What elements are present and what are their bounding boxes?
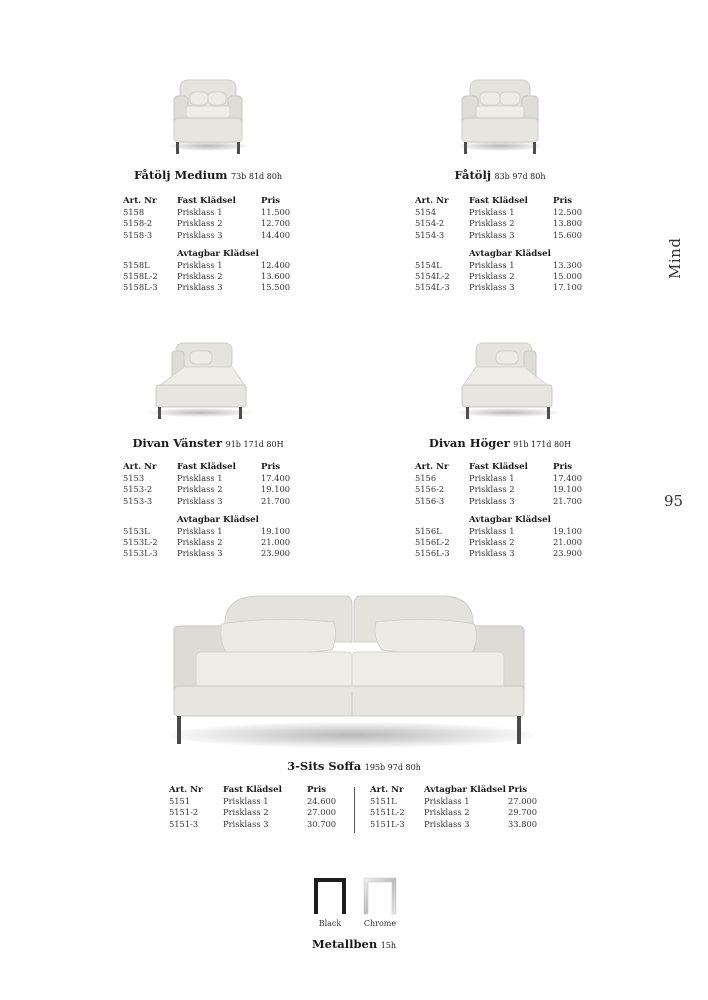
cell-pris: 27.000 (508, 796, 538, 807)
cell-klass: Prisklass 2 (469, 484, 515, 495)
table-header-row (123, 462, 305, 473)
cell-klass: Prisklass 3 (469, 495, 515, 506)
cell-art: 5156 (415, 473, 437, 484)
table-subheader-row (123, 507, 305, 526)
table-row (123, 260, 305, 271)
cell-pris: 19.100 (261, 526, 291, 537)
cell-pris: 23.900 (261, 548, 291, 559)
cell-art: 5154-2 (415, 218, 445, 229)
cell-pris: 30.700 (307, 818, 337, 829)
table-row (123, 218, 305, 229)
cell-art: 5158L (123, 260, 150, 271)
cell-art: 5154L-3 (415, 282, 450, 293)
legs-dims: 15h (380, 941, 397, 950)
legs-caption (0, 937, 708, 951)
cell-pris: 17.400 (261, 473, 291, 484)
cell-pris: 17.100 (553, 282, 583, 293)
header-art-nr: Art. Nr (123, 196, 157, 206)
table-header-row (169, 785, 351, 796)
price-table-avtagbar (370, 785, 552, 830)
table-row (123, 484, 305, 495)
header-avtagbar-kladsel: Avtagbar Klädsel (177, 514, 259, 525)
table-row (415, 218, 597, 229)
table-row (415, 526, 597, 537)
cell-art: 5158L-2 (123, 271, 158, 282)
cell-pris: 29.700 (508, 807, 538, 818)
cell-klass: Prisklass 1 (469, 207, 515, 218)
cell-pris: 27.000 (307, 807, 337, 818)
cell-art: 5156L-3 (415, 548, 450, 559)
cell-pris: 19.100 (261, 484, 291, 495)
cell-pris: 15.000 (553, 271, 583, 282)
cell-pris: 13.300 (553, 260, 583, 271)
cell-pris: 24.600 (307, 796, 337, 807)
cell-pris: 12.400 (261, 260, 291, 271)
cell-pris: 21.700 (553, 495, 583, 506)
cell-art: 5151L-2 (370, 807, 405, 818)
table-row (123, 207, 305, 218)
cell-art: 5151-2 (169, 807, 199, 818)
cell-klass: Prisklass 3 (177, 282, 223, 293)
table-row (123, 537, 305, 548)
header-avtagbar-kladsel: Avtagbar Klädsel (424, 785, 506, 795)
cell-art: 5153L (123, 526, 150, 537)
header-avtagbar-kladsel: Avtagbar Klädsel (177, 248, 259, 259)
cell-pris: 19.100 (553, 526, 583, 537)
product-caption (254, 759, 454, 773)
table-row (415, 496, 597, 507)
product-caption (420, 168, 580, 182)
table-subheader-row (415, 507, 597, 526)
product-caption (410, 436, 590, 450)
cell-pris: 17.400 (553, 473, 583, 484)
cell-art: 5153-3 (123, 495, 153, 506)
cell-klass: Prisklass 1 (177, 473, 223, 484)
table-subheader-row (415, 241, 597, 260)
cell-klass: Prisklass 2 (177, 537, 223, 548)
cell-art: 5156-3 (415, 495, 445, 506)
cell-pris: 13.800 (553, 218, 583, 229)
cell-klass: Prisklass 3 (177, 548, 223, 559)
price-table (123, 196, 305, 294)
table-row (415, 473, 597, 484)
cell-pris: 12.700 (261, 218, 291, 229)
header-art-nr: Art. Nr (415, 196, 449, 206)
cell-klass: Prisklass 2 (177, 218, 223, 229)
table-header-row (370, 785, 552, 796)
cell-klass: Prisklass 1 (177, 526, 223, 537)
product-dims: 83b 97d 80h (494, 172, 546, 181)
cell-pris: 21.000 (261, 537, 291, 548)
cell-art: 5153 (123, 473, 145, 484)
table-row (123, 526, 305, 537)
cell-klass: Prisklass 2 (424, 807, 470, 818)
product-dims: 195b 97d 80h (364, 763, 421, 772)
header-fast-kladsel: Fast Klädsel (469, 462, 528, 472)
price-table (415, 196, 597, 294)
divan-left-image (150, 341, 250, 423)
cell-pris: 33.800 (508, 818, 538, 829)
cell-pris: 11.500 (261, 207, 291, 218)
cell-art: 5158 (123, 207, 145, 218)
cell-klass: Prisklass 2 (223, 807, 269, 818)
cell-klass: Prisklass 1 (177, 260, 223, 271)
header-pris: Pris (261, 462, 281, 472)
table-row (415, 537, 597, 548)
product-caption (128, 168, 288, 182)
cell-art: 5151L (370, 796, 397, 807)
cell-art: 5158L-3 (123, 282, 158, 293)
header-avtagbar-kladsel: Avtagbar Klädsel (469, 248, 551, 259)
table-row (169, 796, 351, 807)
table-row (415, 484, 597, 495)
swatch-label-chrome: Chrome (363, 919, 397, 928)
table-row (370, 796, 552, 807)
header-pris: Pris (261, 196, 281, 206)
table-row (415, 271, 597, 282)
table-row (123, 496, 305, 507)
table-row (415, 207, 597, 218)
table-row (415, 260, 597, 271)
header-art-nr: Art. Nr (415, 462, 449, 472)
header-pris: Pris (307, 785, 327, 795)
header-art-nr: Art. Nr (169, 785, 203, 795)
cell-art: 5154 (415, 207, 437, 218)
cell-klass: Prisklass 3 (469, 229, 515, 240)
cell-pris: 15.600 (553, 229, 583, 240)
cell-klass: Prisklass 2 (177, 271, 223, 282)
cell-klass: Prisklass 2 (177, 484, 223, 495)
table-header-row (123, 196, 305, 207)
cell-art: 5153L-3 (123, 548, 158, 559)
cell-art: 5151 (169, 796, 191, 807)
table-row (415, 548, 597, 559)
cell-pris: 21.700 (261, 495, 291, 506)
price-table-fast (169, 785, 351, 830)
cell-klass: Prisklass 1 (469, 473, 515, 484)
table-row (370, 819, 552, 830)
cell-klass: Prisklass 3 (177, 229, 223, 240)
cell-art: 5151-3 (169, 818, 199, 829)
header-pris: Pris (508, 785, 528, 795)
product-dims: 91b 171d 80H (513, 440, 572, 449)
armchair-medium-image (166, 76, 250, 158)
section-label: Mind (666, 237, 684, 279)
black-leg-swatch (312, 876, 348, 916)
cell-pris: 21.000 (553, 537, 583, 548)
header-fast-kladsel: Fast Klädsel (223, 785, 282, 795)
cell-klass: Prisklass 2 (469, 218, 515, 229)
cell-art: 5153-2 (123, 484, 153, 495)
cell-klass: Prisklass 1 (424, 796, 470, 807)
table-row (169, 807, 351, 818)
cell-art: 5154L (415, 260, 442, 271)
cell-art: 5158-3 (123, 229, 153, 240)
table-header-row (415, 462, 597, 473)
cell-pris: 19.100 (553, 484, 583, 495)
page-number: 95 (664, 492, 684, 510)
cell-art: 5151L-3 (370, 818, 405, 829)
header-art-nr: Art. Nr (370, 785, 404, 795)
product-name: Fåtölj Medium (133, 168, 228, 182)
table-row (415, 282, 597, 293)
cell-art: 5158-2 (123, 218, 153, 229)
cell-klass: Prisklass 3 (177, 495, 223, 506)
header-fast-kladsel: Fast Klädsel (469, 196, 528, 206)
header-fast-kladsel: Fast Klädsel (177, 462, 236, 472)
table-row (123, 230, 305, 241)
cell-klass: Prisklass 3 (223, 818, 269, 829)
armchair-image (456, 76, 544, 158)
product-name: Divan Vänster (132, 436, 223, 450)
header-fast-kladsel: Fast Klädsel (177, 196, 236, 206)
cell-klass: Prisklass 1 (223, 796, 269, 807)
header-art-nr: Art. Nr (123, 462, 157, 472)
table-row (123, 271, 305, 282)
product-dims: 73b 81d 80h (230, 172, 283, 181)
cell-klass: Prisklass 3 (424, 818, 470, 829)
swatch-label-black: Black (318, 919, 342, 928)
product-name: Fåtölj (454, 168, 491, 182)
sofa-3-seat-image (170, 592, 528, 750)
product-name: 3-Sits Soffa (287, 759, 362, 773)
cell-art: 5156-2 (415, 484, 445, 495)
price-table (415, 462, 597, 560)
table-row (123, 473, 305, 484)
cell-art: 5154-3 (415, 229, 445, 240)
table-row (169, 819, 351, 830)
cell-klass: Prisklass 1 (469, 260, 515, 271)
table-row (123, 548, 305, 559)
table-divider (354, 787, 355, 833)
cell-klass: Prisklass 3 (469, 548, 515, 559)
product-caption (118, 436, 298, 450)
table-row (123, 282, 305, 293)
cell-klass: Prisklass 1 (469, 526, 515, 537)
header-pris: Pris (553, 196, 573, 206)
header-avtagbar-kladsel: Avtagbar Klädsel (469, 514, 551, 525)
cell-pris: 14.400 (261, 229, 291, 240)
price-table (123, 462, 305, 560)
cell-klass: Prisklass 1 (177, 207, 223, 218)
table-row (415, 230, 597, 241)
cell-art: 5153L-2 (123, 537, 158, 548)
cell-pris: 15.500 (261, 282, 291, 293)
table-subheader-row (123, 241, 305, 260)
divan-right-image (458, 341, 558, 423)
legs-title: Metallben (311, 937, 378, 951)
header-pris: Pris (553, 462, 573, 472)
cell-art: 5154L-2 (415, 271, 450, 282)
cell-pris: 23.900 (553, 548, 583, 559)
cell-klass: Prisklass 2 (469, 537, 515, 548)
cell-klass: Prisklass 2 (469, 271, 515, 282)
cell-klass: Prisklass 3 (469, 282, 515, 293)
cell-pris: 13.600 (261, 271, 291, 282)
cell-art: 5156L (415, 526, 442, 537)
table-row (370, 807, 552, 818)
product-name: Divan Höger (428, 436, 510, 450)
chrome-leg-swatch (362, 876, 398, 916)
table-header-row (415, 196, 597, 207)
cell-pris: 12.500 (553, 207, 583, 218)
cell-art: 5156L-2 (415, 537, 450, 548)
product-dims: 91b 171d 80H (225, 440, 284, 449)
